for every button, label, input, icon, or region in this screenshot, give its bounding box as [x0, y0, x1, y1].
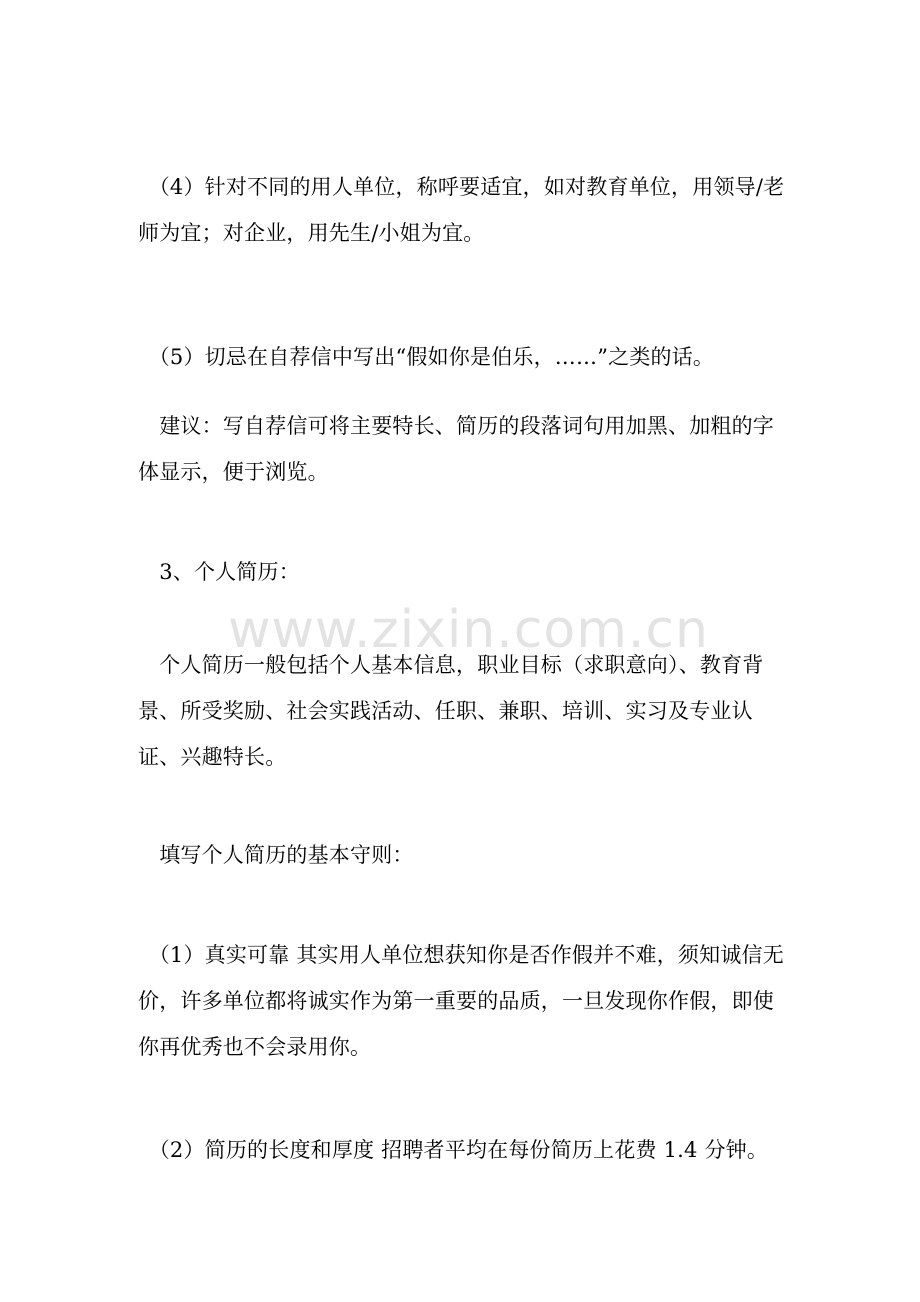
- paragraph-resume-contents: 个人简历一般包括个人基本信息，职业目标（求职意向）、教育背景、所受奖励、社会实践活动、任职、兼职、培训、实习及专业认证、兴趣特长。: [138, 653, 764, 769]
- paragraph-avoid-phrases-tip: （5）切忌在自荐信中写出“假如你是伯乐，……”之类的话。: [138, 345, 715, 369]
- paragraph-rule-truthful: （1）真实可靠 其实用人单位想获知你是否作假并不难，须知诚信无价，许多单位都将诚实作为第一重要的品质，一旦发现你作假，即使你再优秀也不会录用你。: [138, 943, 784, 1059]
- paragraph-basic-rules-heading: 填写个人简历的基本守则：: [138, 843, 414, 867]
- paragraph-rule-length: （2）简历的长度和厚度 招聘者平均在每份简历上花费 1.4 分钟。: [138, 1138, 769, 1162]
- section-heading-resume: 3、个人简历：: [138, 560, 300, 584]
- watermark: www.zixin.com.cn: [228, 600, 709, 660]
- paragraph-salutation-tip: （4）针对不同的用人单位，称呼要适宜，如对教育单位，用领导/老师为宜；对企业，用先生/小姐为宜。: [138, 175, 785, 245]
- paragraph-suggestion: 建议：写自荐信可将主要特长、简历的段落词句用加黑、加粗的字体显示，便于浏览。: [138, 414, 774, 484]
